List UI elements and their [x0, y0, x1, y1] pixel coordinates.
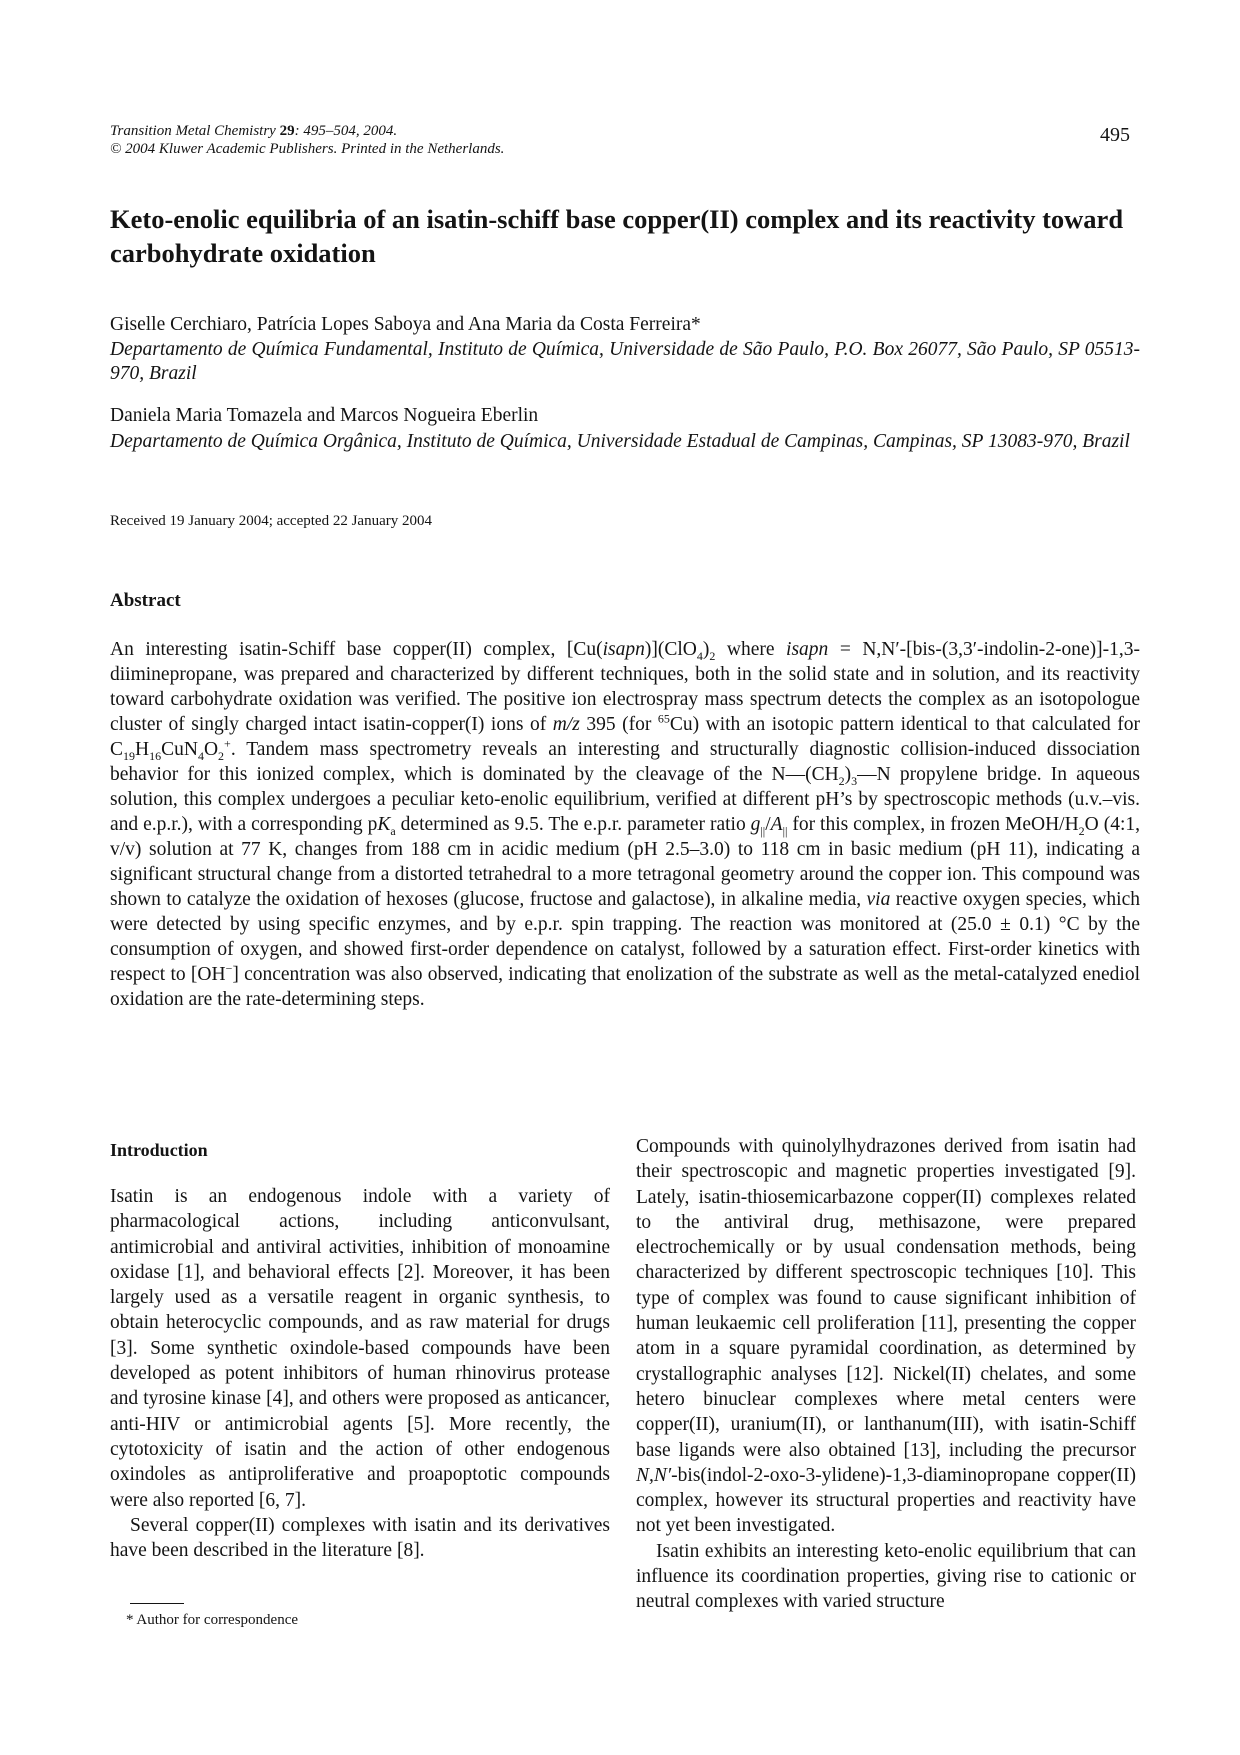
- copyright-line: © 2004 Kluwer Academic Publishers. Printed in the Netherlands.: [110, 141, 505, 157]
- footnote-rule: [130, 1603, 184, 1604]
- abstract-body: An interesting isatin-Schiff base copper(II) complex, $[Cu(isapn)](ClO_4)_2$ where isapn = N,N′-[bis-(3,3′-indolin-2-one)]-1,3-diiminepropane, was prepared and characterized by different techniques, both in the solid state and in solution, and its reactivity toward carbohydrate oxidation was verified. The positive ion electrospray mass spectrum detects the complex as an isotopologue cluster of singly charged intact isatin-copper(I) ions of m/z 395 (for $^{65}$Cu) with an isotopic pattern identical to that calculated for $C_{19}H_{16}CuN_4O_2^+$. Tandem mass spectrometry reveals an interesting and structurally diagnostic collision-induced dissociation behavior for this ionized complex, which is dominated by the cleavage of the $N—(CH_2)_3—N$ propylene bridge. In aqueous solution, this complex undergoes a peculiar keto-enolic equilibrium, verified at different pH’s by spectroscopic methods (u.v.–vis. and e.p.r.), with a corresponding $pK_a$ determined as 9.5. The e.p.r. parameter ratio $g_{||}/A_{||}$ for this complex, in frozen MeOH/$H_2O$ (4:1, v/v) solution at 77 K, changes from 188 cm in acidic medium (pH 2.5–3.0) to 118 cm in basic medium (pH 11), indicating a significant structural change from a distorted tetrahedral to a more tetragonal geometry around the copper ion. This compound was shown to catalyze the oxidation of hexoses (glucose, fructose and galactose), in alkaline media, via reactive oxygen species, which were detected by using specific enzymes, and by e.p.r. spin trapping. The reaction was monitored at (25.0 ± 0.1) °C by the consumption of oxygen, and showed first-order dependence on catalyst, followed by a saturation effect. First-order kinetics with respect to [OH−] concentration was also observed, indicating that enolization of the substrate as well as the metal-catalyzed enediol oxidation are the rate-determining steps.: [110, 639, 1140, 1010]
- intro-paragraph-2: Several copper(II) complexes with isatin and its derivatives have been described in the literature [8].: [110, 1514, 610, 1562]
- introduction-heading: Introduction: [110, 1140, 208, 1160]
- author-list-1: Giselle Cerchiaro, Patrícia Lopes Saboya and Ana Maria da Costa Ferreira*: [110, 314, 701, 335]
- article-title: Keto-enolic equilibria of an isatin-schiff base copper(II) complex and its reactivity toward carbohydrate oxidation: [110, 204, 1124, 268]
- footnote: * Author for correspondence: [126, 1612, 299, 1628]
- left-column: [110, 1184, 610, 1563]
- received-date: Received 19 January 2004; accepted 22 January 2004: [110, 513, 432, 529]
- abstract-heading: Abstract: [110, 590, 181, 611]
- right-column: [636, 1134, 1136, 1615]
- page-number: 495: [1100, 124, 1130, 146]
- journal-volume: 29: [279, 123, 295, 139]
- intro-paragraph-4: Isatin exhibits an interesting keto-enolic equilibrium that can influence its coordination properties, giving rise to cationic or neutral complexes with varied structure: [636, 1540, 1136, 1613]
- author-list-2: Daniela Maria Tomazela and Marcos Nogueira Eberlin: [110, 405, 539, 426]
- intro-paragraph-1: Isatin is an endogenous indole with a variety of pharmacological actions, including anticonvulsant, antimicrobial and antiviral activities, inhibition of monoamine oxidase [1], and behavioral effects [2]. Moreover, it has been largely used as a versatile reagent in organic synthesis, to obtain heterocyclic compounds, and as raw material for drugs [3]. Some synthetic oxindole-based compounds have been developed as potent inhibitors of human rhinovirus protease and tyrosine kinase [4], and others were proposed as anticancer, anti-HIV or antimicrobial agents [5]. More recently, the cytotoxicity of isatin and the action of other endogenous oxindoles as antiproliferative and proapoptotic compounds were also reported [6, 7].: [110, 1186, 610, 1511]
- journal-name: Transition Metal Chemistry: [110, 123, 276, 139]
- journal-citation: [110, 122, 504, 158]
- intro-paragraph-3: Compounds with quinolylhydrazones derived from isatin had their spectroscopic and magnetic properties investigated [9]. Lately, isatin-thiosemicarbazone copper(II) complexes related to the antiviral drug, methisazone, were prepared electrochemically or by usual condensation methods, being characterized by different spectroscopic techniques [10]. This type of complex was found to cause significant inhibition of human leukaemic cell proliferation [11], presenting the copper atom in a square pyramidal coordination, as determined by crystallographic analyses [12]. Nickel(II) chelates, and some hetero binuclear complexes where metal centers were copper(II), uranium(II), or lanthanum(III), with isatin-Schiff base ligands were also obtained [13], including the precursor N,N′-bis(indol-2-oxo-3-ylidene)-1,3-diaminopropane copper(II) complex, however its structural properties and reactivity have not yet been investigated.: [636, 1136, 1136, 1537]
- affiliation-2: Departamento de Química Orgânica, Instituto de Química, Universidade Estadual de Campinas, Campinas, SP 13083-970, Brazil: [110, 431, 1130, 452]
- affiliation-1: Departamento de Química Fundamental, Instituto de Química, Universidade de São Paulo, P.O. Box 26077, São Paulo, SP 05513-970, Brazil: [110, 339, 1140, 384]
- journal-pages-year: : 495–504, 2004.: [294, 123, 398, 139]
